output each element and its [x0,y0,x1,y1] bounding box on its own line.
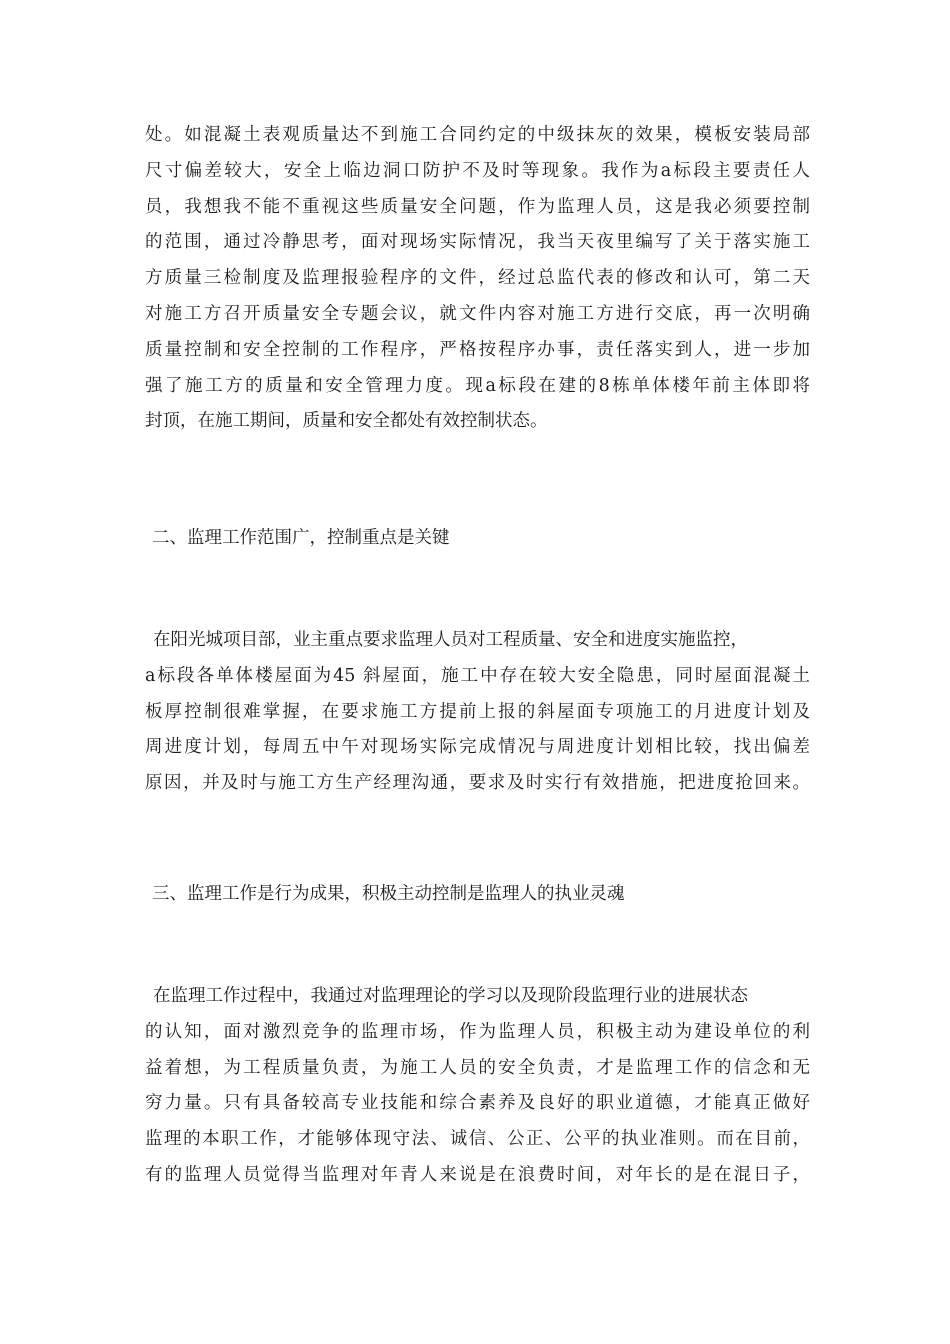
paragraph-line: 方质量三检制度及监理报验程序的文件，经过总监代表的修改和认可，第二天 [145,268,810,289]
paragraph-line: 的范围，通过冷静思考，面对现场实际情况，我当天夜里编写了关于落实施工 [145,232,810,253]
paragraph-line: 在阳光城项目部，业主重点要求监理人员对工程质量、安全和进度实施监控， [153,630,748,650]
paragraph-line: 处。如混凝土表观质量达不到施工合同约定的中级抹灰的效果，模板安装局部 [145,125,810,145]
paragraph-line: 益着想，为工程质量负责，为施工人员的安全负责，才是监理工作的信念和无 [145,1057,810,1078]
paragraph-line: 的认知，面对激烈竞争的监理市场，作为监理人员，积极主动为建设单位的利 [145,1021,810,1042]
paragraph-line: 板厚控制很难掌握，在要求施工方提前上报的斜屋面专项施工的月进度计划及 [145,701,810,722]
paragraph-line: 有的监理人员觉得当监理对年青人来说是在浪费时间，对年长的是在混日子， [145,1164,810,1185]
paragraph-line: 封顶，在施工期间，质量和安全都处有效控制状态。 [145,411,548,432]
paragraph-line: 强了施工方的质量和安全管理力度。现a标段在建的8栋单体楼年前主体即将 [145,375,810,396]
paragraph-line: a标段各单体楼屋面为45 斜屋面，施工中存在较大安全隐患，同时屋面混凝土 [145,665,810,686]
section-heading-3: 三、监理工作是行为成果，积极主动控制是监理人的执业灵魂 [152,884,625,904]
paragraph-line: 穷力量。只有具备较高专业技能和综合素养及良好的职业道德，才能真正做好 [145,1093,810,1114]
paragraph-line: 监理的本职工作，才能够体现守法、诚信、公正、公平的执业准则。而在目前， [145,1129,810,1150]
paragraph-line: 周进度计划，每周五中午对现场实际完成情况与周进度计划相比较，找出偏差 [145,737,810,758]
paragraph-2 [145,623,810,802]
paragraph-line: 在监理工作过程中，我通过对监理理论的学习以及现阶段监理行业的进展状态 [153,986,748,1006]
paragraph-line: 质量控制和安全控制的工作程序，严格按程序办事，责任落实到人，进一步加 [145,339,810,360]
paragraph-3 [145,979,810,1194]
paragraph-line: 原因，并及时与施工方生产经理沟通，要求及时实行有效措施，把进度抢回来。 [145,773,810,794]
paragraph-1 [145,118,810,440]
section-heading-2: 二、监理工作范围广，控制重点是关键 [152,528,450,548]
paragraph-line: 对施工方召开质量安全专题会议，就文件内容对施工方进行交底，再一次明确 [145,303,810,324]
paragraph-line: 尺寸偏差较大，安全上临边洞口防护不及时等现象。我作为a标段主要责任人 [145,160,810,181]
paragraph-line: 员，我想我不能不重视这些质量安全问题，作为监理人员，这是我必须要控制 [145,196,810,217]
